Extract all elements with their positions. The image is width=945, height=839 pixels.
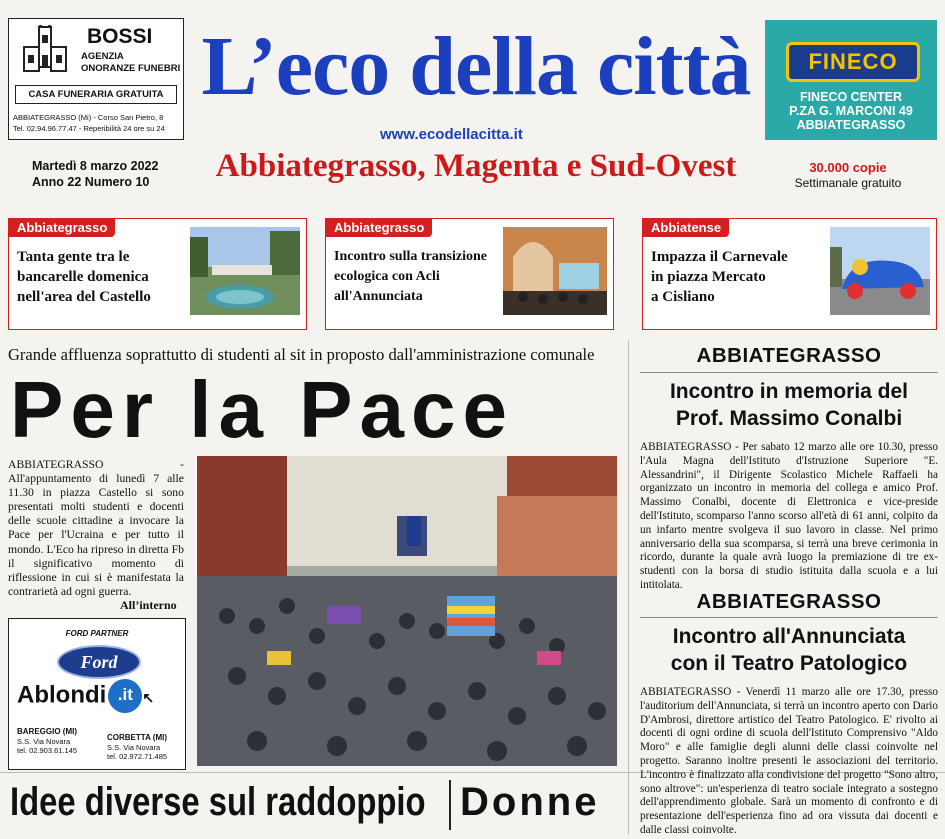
right-body-2: ABBIATEGRASSO - Venerdì 11 marzo alle ore 17.30, presso l'auditorium dell'Annunciata, si terrà un incontro aperto con Dario D'Ambrosi, direttore artistico del Teatro Patologico. E' rivolto ai docenti di ogni ordine di scuola dell'Istituto Comprensivo "Aldo Moro" e alle famiglie degli alunni delle classi coinvolte nel progetto. Saranno inoltre presenti le associazioni del territorio. L'incontro è finalizzato alla condivisione del progetto "Sono altro, sono altrove": un'esperienza di teatro sociale integrato a sostegno dell'apprendimento globale. Sarà un momento di confronto e di presentazione dell'esperienza fino ad ora vissuta dai docenti e dalle classi coinvolte. [640,686,938,836]
teaser-title-line: Impazza il Carnevale [651,249,788,265]
ablondi-logo [17,679,154,713]
fineco-logo: FINECO [786,42,920,82]
bottom-headline-raddoppio[interactable]: Idee diverse sul raddoppio [10,780,426,824]
weekly-label: Settimanale gratuito [794,176,902,190]
cursor-icon: ↖ [142,689,155,706]
main-headline[interactable]: Per la Pace [10,365,514,454]
teaser-title-line: nell'area del Castello [17,289,151,305]
loc-name: BAREGGIO (MI) [17,727,77,736]
circulation [768,160,928,191]
bossi-line2: ONORANZE FUNEBRI [81,63,181,74]
issue-date [32,158,158,190]
bossi-addr1: ABBIATEGRASSO (Mi) - Corso San Pietro, 8 [13,113,164,122]
bottom-separator [449,780,451,830]
copies-count: 30.000 copie [809,160,887,175]
teaser-title-line: a Cisliano [651,289,715,305]
teaser-title-line: ecologica con Acli [334,269,440,284]
loc-addr: S.S. Via Novara [17,736,71,746]
teaser-title [651,247,788,307]
rule [640,372,938,373]
loc-addr: S.S. Via Novara [107,742,161,752]
market-photo [190,227,300,315]
right-section-2: ABBIATEGRASSO [696,590,882,613]
teaser-title [334,247,487,307]
bossi-ad[interactable] [8,18,184,140]
right-column-divider [628,340,629,835]
fineco-line3: ABBIATEGRASSO [796,118,906,132]
main-kicker: Grande affluenza soprattutto di studenti al sit in proposto dall'amministrazione comunale [8,345,595,364]
headline-line: Incontro all'Annunciata [672,625,906,648]
headline-line: Incontro in memoria del [669,380,909,403]
issue-line: Anno 22 Numero 10 [32,175,150,189]
teaser-title-line: Incontro sulla transizione [334,249,487,264]
teaser-title [17,247,151,307]
teaser-acli[interactable] [325,218,614,330]
masthead-title: L’eco della città [201,20,751,113]
right-section-1: ABBIATEGRASSO [696,344,882,367]
right-headline-1[interactable] [636,378,942,432]
bossi-box: CASA FUNERARIA GRATUITA [15,85,177,104]
fineco-address [765,90,937,132]
date-line: Martedì 8 marzo 2022 [32,159,159,173]
fineco-line1: FINECO CENTER [799,90,903,104]
right-body-1: ABBIATEGRASSO - Per sabato 12 marzo alle ore 10.30, presso l'Aula Magna dell'Istituto d'Istruzione Superiore "E. Alessandrini", il Dirigente Scolastico Michele Raffaeli ha organizzato un incontro in memoria del collega e amico Prof. Massimo Conalbi, docente di Elettronica e vice-preside dell'Istituto, scomparso l'anno scorso all'età di 61 anni, colpito da un infarto mentre svolgeva il suo lavoro in classe. Nel primo anniversario della sua scomparsa, si terrà una breve cerimonia in ricordo, durante la quale avrà luogo la premiazione di tre ex-studenti con la borsa di studio istituita dalla scuola e a lui intitolata. [640,441,938,591]
headline-line: con il Teatro Patologico [670,652,908,675]
bossi-line1: AGENZIA [81,51,124,62]
main-body: ABBIATEGRASSO - All'appuntamento di lunedì 7 alle 11.30 in piazza Castello si sono presentati molti studenti e docenti delle scuole cittadine a invocare la Pace per l'Ucraina e per tutto il mondo. L'Eco ha ripreso in diretta Fb il significativo momento di riflessione in cui si è manifestata la contrarietà ad ogni guerra. [8,458,184,598]
inside-link[interactable]: All’interno [120,598,177,612]
bossi-address [13,112,165,134]
teaser-tag: Abbiategrasso [9,219,115,237]
ford-partner-label: FORD PARTNER [65,629,129,638]
fineco-line2: P.ZA G. MARCONI 49 [789,104,913,118]
church-icon [21,25,69,75]
church-hall-photo [503,227,607,315]
teaser-castello[interactable] [8,218,307,330]
teaser-tag: Abbiatense [643,219,729,237]
right-headline-2[interactable] [636,623,942,677]
masthead-region: Abbiategrasso, Magenta e Sud-Ovest [215,148,737,184]
teaser-title-line: Tanta gente tra le [17,249,130,265]
teaser-title-line: in piazza Mercato [651,269,766,285]
dealer-location-2 [107,733,167,762]
peace-rally-photo [197,456,617,766]
ford-logo: Ford [57,645,141,679]
rule [640,617,938,618]
bossi-addr2: Tel. 02.94.96.77.47 - Reperibilità 24 ore su 24 [13,124,165,133]
teaser-tag: Abbiategrasso [326,219,432,237]
loc-tel: tel. 02.972.71.485 [107,752,168,761]
teaser-carnevale[interactable] [642,218,937,330]
masthead-url[interactable]: www.ecodellacitta.it [380,126,523,143]
bottom-headline-donne[interactable]: Donne [460,780,600,824]
teaser-title-line: bancarelle domenica [17,269,149,285]
ford-ad[interactable] [8,618,186,770]
headline-line: Prof. Massimo Conalbi [675,407,903,430]
bossi-name: BOSSI [87,25,153,48]
dealer-name: Ablondi [17,681,107,709]
dealer-location-1 [17,727,77,756]
dealer-tld: .it [108,679,142,713]
loc-tel: tel. 02.903.61.145 [17,746,78,755]
teaser-title-line: all'Annunciata [334,289,423,304]
bossi-subtitle [81,51,180,75]
carnival-photo [830,227,930,315]
loc-name: CORBETTA (MI) [107,733,167,742]
fineco-ad[interactable] [765,20,937,140]
